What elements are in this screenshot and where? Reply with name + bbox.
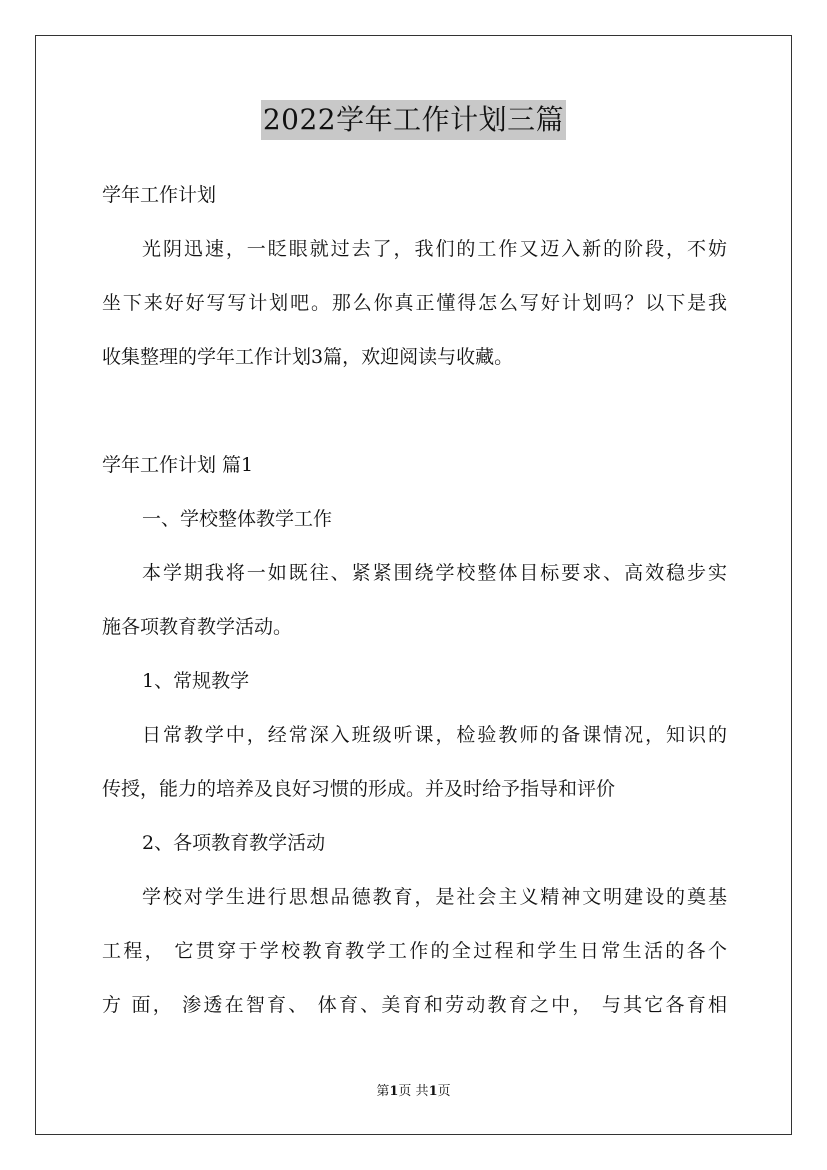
text-line: 收集整理的学年工作计划3篇，欢迎阅读与收藏。 <box>102 346 514 368</box>
footer-prefix: 第 <box>376 1084 390 1099</box>
document-title: 2022学年工作计划三篇 <box>261 100 566 140</box>
text-line: 光阴迅速，一眨眼就过去了，我们的工作又迈入新的阶段，不妨 <box>142 238 727 260</box>
text-line: 日常教学中，经常深入班级听课，检验教师的备课情况，知识的 <box>142 724 727 746</box>
footer-mid: 页 共 <box>398 1084 429 1099</box>
text-line: 传授，能力的培养及良好习惯的形成。并及时给予指导和评价 <box>102 778 616 800</box>
text-line: 一、学校整体教学工作 <box>142 508 333 530</box>
page-footer <box>0 1082 827 1102</box>
blank-line <box>102 384 727 438</box>
text-line: 方 面， 渗透在智育、 体育、美育和劳动教育之中， 与其它各育相 <box>102 994 727 1016</box>
text-line: 1、常规教学 <box>142 670 250 692</box>
text-line: 学校对学生进行思想品德教育，是社会主义精神文明建设的奠基 <box>142 886 727 908</box>
text-line: 学年工作计划 篇1 <box>102 454 254 476</box>
text-line: 学年工作计划 <box>102 184 217 206</box>
text-line: 坐下来好好写写计划吧。那么你真正懂得怎么写好计划吗？以下是我 <box>102 292 727 314</box>
text-line: 工程， 它贯穿于学校教育教学工作的全过程和学生日常生活的各个 <box>102 940 727 962</box>
document-body <box>102 168 727 1032</box>
footer-current-page: 1 <box>389 1084 399 1099</box>
text-line: 施各项教育教学活动。 <box>102 616 293 638</box>
text-line: 本学期我将一如既往、紧紧围绕学校整体目标要求、高效稳步实 <box>142 562 727 584</box>
footer-suffix: 页 <box>437 1084 451 1099</box>
text-line: 2、各项教育教学活动 <box>142 832 326 854</box>
title-wrap <box>0 100 827 140</box>
footer-total-pages: 1 <box>428 1084 438 1099</box>
